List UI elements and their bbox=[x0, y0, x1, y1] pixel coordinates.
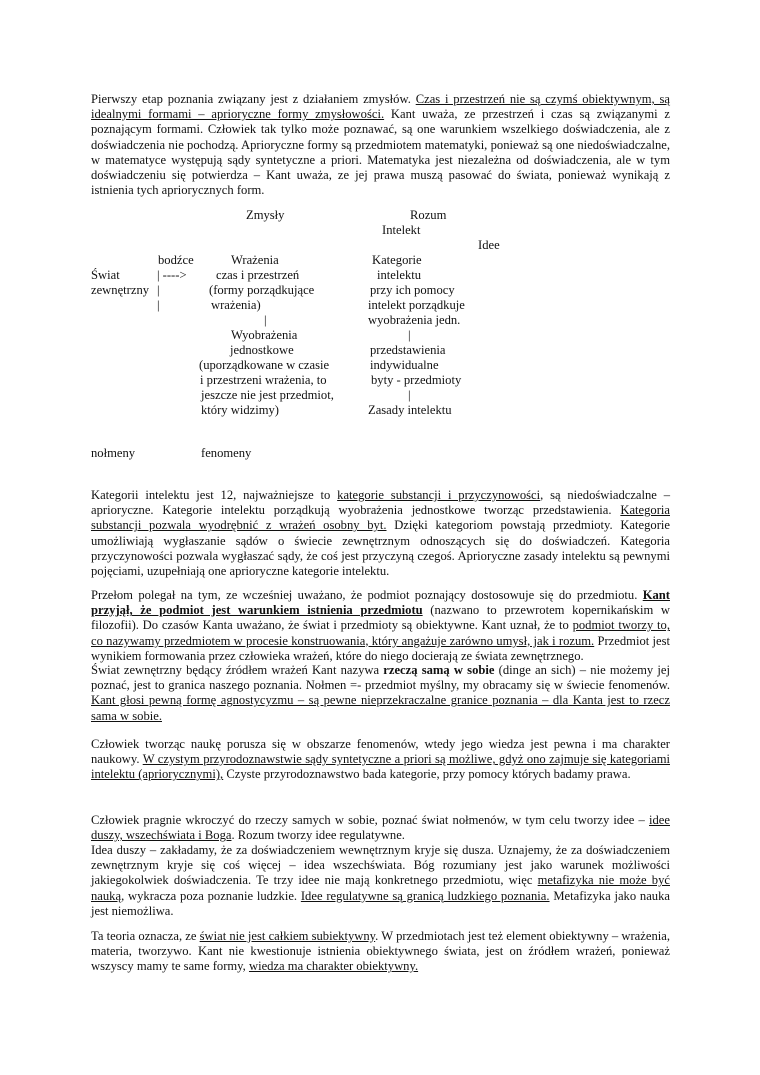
text: Dzięki kategoriom powstają przedmioty. Kategorie umożliwiają wygłaszanie sądów o świecie zewnętrznym odnoszących się do doświadczeń. Kategoria przyczynowości pozwala wygłaszać sądy, że coś jest przyczyną czegoś. Aprioryczne zasady intelektu są pewnymi pojęciami, uzupełniają one aprioryczne kategorie intelektu. bbox=[91, 518, 670, 579]
diagram-label-ktory: który widzimy) bbox=[201, 403, 279, 417]
diagram-label-nolmeny: nołmeny bbox=[91, 446, 136, 460]
paragraph-rzecz-sama bbox=[91, 663, 670, 724]
text: Czyste przyrodoznawstwo bada kategorie, przy pomocy których badamy prawa. bbox=[223, 767, 631, 782]
diagram-label-intelekt: Intelekt bbox=[382, 223, 421, 237]
underlined-text: świat nie jest całkiem subiektywny bbox=[199, 929, 376, 943]
diagram-label-jeszcze: jeszcze nie jest przedmiot, bbox=[201, 388, 334, 402]
paragraph-przelom bbox=[91, 588, 670, 664]
paragraph-idee bbox=[91, 813, 670, 843]
diagram-label-wrazenia: Wrażenia bbox=[231, 253, 279, 267]
underlined-text: Czas i przestrzeń nie są czymś obiektywnym, są idealnymi formami – aprioryczne formy zmysłowości. bbox=[91, 92, 670, 122]
text: Świat zewnętrzny będący źródłem wrażeń Kant nazywa bbox=[91, 663, 384, 677]
bold-text: rzeczą samą w sobie bbox=[383, 663, 495, 677]
diagram-label-przedstawienia: przedstawienia bbox=[370, 343, 446, 357]
diagram-label-zewnetrzny: zewnętrzny bbox=[91, 283, 150, 297]
diagram-bar: | bbox=[157, 298, 160, 312]
diagram-label-byty: byty - przedmioty bbox=[371, 373, 462, 387]
diagram-label-kategorie: Kategorie bbox=[372, 253, 422, 267]
text: . Rozum tworzy idee regulatywne. bbox=[231, 828, 405, 843]
diagram-label-czas: czas i przestrzeń bbox=[216, 268, 300, 282]
underlined-text: Idee regulatywne są granicą ludzkiego poznania. bbox=[300, 888, 550, 903]
diagram-label-fenomeny: fenomeny bbox=[201, 446, 252, 460]
diagram-label-idee: Idee bbox=[478, 238, 500, 252]
text: . W przedmiotach jest też element obiektywny – wrażenia, materia, tworzywo. Kant nie kwestionuje istnienia obiektywnego świata, jest on źródłem wrażeń, ponieważ wszyscy mamy te same formy, bbox=[91, 929, 670, 974]
underlined-text: wiedza ma charakter obiektywny. bbox=[248, 959, 419, 974]
text: Przedmiot jest wynikiem formowania przez człowieka wrażeń, które do niego docierają ze świata zewnętrznego. bbox=[91, 633, 670, 663]
diagram-label-intelektu: intelektu bbox=[377, 268, 422, 282]
diagram-label-intelekt-porzadkuje: intelekt porządkuje bbox=[368, 298, 465, 312]
text: Kant uważa, ze przestrzeń i czas są związanymi z poznającym formami. Człowiek tak tylko może poznawać, są one warunkiem wszelkiego doświadczenia, ale z doświadczenia nie pochodzą. Aprioryczne formy są przedmiotem matematyki, ponieważ są one niedoświadczalne, w matematyce występują sądy syntetyczne a priori. Matematyka jest niezależna od doświadczenia, ale w tym doświadczeniu się potwierdza – Kant uważa, ze jej prawa muszą pasować do świata, ponieważ wynikają z istnienia tych apriorycznych form. bbox=[91, 107, 670, 198]
diagram-label-rozum: Rozum bbox=[410, 208, 447, 222]
diagram-label-wyobrazenia: Wyobrażenia bbox=[231, 328, 298, 342]
diagram-bar: | bbox=[408, 328, 411, 342]
text: Idea duszy – zakładamy, że za doświadczeniem wewnętrznym kryje się dusza. Uznajemy, że za doświadczeniem zewnętrznym kryje się coś więcej – idea wszechświata. Bóg rozumiany jest jako warunek możliwości jakiegokolwiek doświadczenia. Te trzy idee nie mają konkretnego przedmiotu, więc bbox=[91, 843, 670, 888]
text: Człowiek pragnie wkroczyć do rzeczy samych w sobie, poznać świat nołmenów, w tym celu tworzy idee – bbox=[91, 813, 650, 827]
underlined-text: W czystym przyrodoznawstwie sądy syntetyczne a priori są możliwe, gdyż ono zajmuje się kategoriami intelektu (apriorycznymi), bbox=[91, 752, 670, 782]
diagram-label-jednostkowe: jednostkowe bbox=[230, 343, 294, 357]
underlined-text: metafizyka nie może być nauką bbox=[91, 873, 670, 903]
diagram-label-formy: (formy porządkujące bbox=[209, 283, 315, 297]
diagram-label-przy: przy ich pomocy bbox=[370, 283, 455, 297]
paragraph-zmysly bbox=[91, 92, 670, 198]
text: , wykracza poza poznanie ludzkie. bbox=[121, 888, 301, 903]
diagram-label-indywidualne: indywidualne bbox=[370, 358, 439, 372]
underlined-text: Kant głosi pewną formę agnostycyzmu – są pewne nieprzekraczalne granice poznania – dla Kanta jest to rzecz sama w sobie. bbox=[91, 693, 670, 723]
diagram-label-zmysly: Zmysły bbox=[246, 208, 285, 222]
diagram-label-uporz: (uporządkowane w czasie bbox=[199, 358, 330, 372]
paragraph-teoria bbox=[91, 929, 670, 975]
text: Pierwszy etap poznania związany jest z działaniem zmysłów. bbox=[91, 92, 416, 106]
diagram-bar: | bbox=[264, 313, 267, 327]
text: (nazwano to przewrotem kopernikańskim w filozofii). Do czasów Kanta uważano, że świat i przedmioty są obiektywne. Kant uznał, że to bbox=[91, 603, 670, 633]
text: Ta teoria oznacza, ze bbox=[91, 929, 200, 943]
underlined-text: podmiot tworzy to, co nazywamy przedmiotem w procesie konstruowania, który angażuje zarówno umysł, jak i rozum. bbox=[91, 618, 670, 648]
diagram-label-swiat: Świat bbox=[91, 268, 120, 282]
paragraph-kategorie bbox=[91, 488, 670, 579]
diagram-label-bodzce: bodźce bbox=[158, 253, 194, 267]
underlined-text: idee duszy, wszechświata i Boga bbox=[91, 813, 670, 843]
diagram-bar: | bbox=[157, 283, 160, 297]
text: , są niedoświadczalne – aprioryczne. Kategorie intelektu porządkują wyobrażenia jednostkowe tworząc przedstawienia. bbox=[91, 488, 671, 518]
text: (dinge an sich) – nie możemy jej poznać, jest to granica naszego poznania. Nołmen =- przedmiot myślny, my obracamy się w świecie fenomenów. bbox=[91, 663, 671, 693]
diagram-bar: | bbox=[408, 388, 411, 402]
text: Człowiek tworząc naukę porusza się w obszarze fenomenów, wtedy jego wiedza jest pewna i ma charakter naukowy. bbox=[91, 737, 670, 767]
diagram-label-wrazenia2: wrażenia) bbox=[211, 298, 261, 312]
bold-underlined-text: Kant przyjął, że podmiot jest warunkiem istnienia przedmiotu bbox=[91, 588, 670, 618]
diagram-label-zasady: Zasady intelektu bbox=[368, 403, 452, 417]
diagram-arrow: | ----> bbox=[157, 268, 187, 282]
underlined-text: Kategoria substancji pozwala wyodrębnić z wrażeń osobny byt. bbox=[91, 503, 670, 533]
paragraph-idea-duszy bbox=[91, 843, 670, 919]
diagram-label-przestrzeni: i przestrzeni wrażenia, to bbox=[200, 373, 327, 387]
text: Przełom polegał na tym, ze wcześniej uważano, że podmiot poznający dostosowuje się do przedmiotu. bbox=[91, 588, 643, 602]
paragraph-nauka bbox=[91, 737, 670, 783]
text: Metafizyka jako nauka jest niemożliwa. bbox=[91, 888, 670, 918]
text: Kategorii intelektu jest 12, najważniejsze to bbox=[91, 488, 338, 502]
diagram-label-wyobrazenia-jedn: wyobrażenia jedn. bbox=[368, 313, 461, 327]
underlined-text: kategorie substancji i przyczynowości bbox=[337, 488, 541, 502]
